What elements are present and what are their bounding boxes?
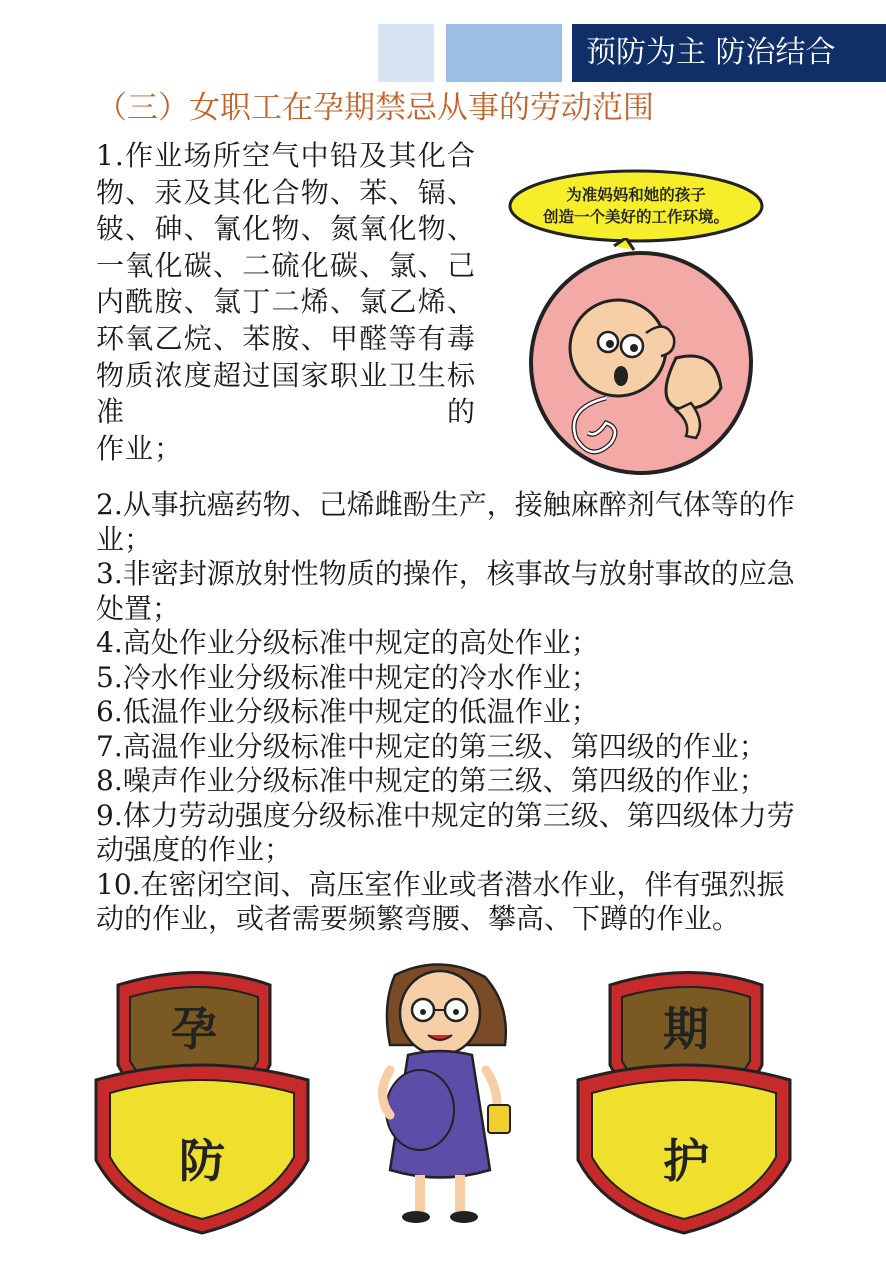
list-item-6: 6.低温作业分级标准中规定的低温作业； xyxy=(96,695,599,728)
speech-bubble-line-2: 创造一个美好的工作环境。 xyxy=(542,208,729,226)
list-item-9: 9.体力劳动强度分级标准中规定的第三级、第四级体力劳动强度的作业； xyxy=(96,798,795,866)
list-item-1-main: 1.作业场所空气中铅及其化合物、汞及其化合物、苯、镉、铍、砷、氰化物、氮氧化物、一氧化碳、二硫化碳、氯、己内酰胺、氯丁二烯、氯乙烯、环氧乙烷、苯胺、甲醛等有毒物质浓度超过国家职业卫生标准的 xyxy=(96,139,476,429)
header-banner: 预防为主 防治结合 xyxy=(572,24,886,82)
fetus-illustration xyxy=(526,238,756,478)
list-item-3: 3.非密封源放射性物质的操作，核事故与放射事故的应急处置； xyxy=(96,557,795,625)
list-item-1 xyxy=(96,138,476,467)
header-accent-light xyxy=(378,24,434,82)
shield-char-yun: 孕 xyxy=(171,1002,217,1056)
list-item-7: 7.高温作业分级标准中规定的第三级、第四级的作业； xyxy=(96,729,767,763)
list-item-2: 2.从事抗癌药物、己烯雌酚生产，接触麻醉剂气体等的作业； xyxy=(96,488,795,556)
shield-char-qi: 期 xyxy=(663,1002,709,1056)
bubble-tail xyxy=(614,238,634,250)
pregnant-woman-figure xyxy=(383,964,511,1223)
shield-char-fang: 防 xyxy=(179,1134,225,1188)
shield-char-hu: 护 xyxy=(663,1134,709,1188)
speech-bubble-text xyxy=(507,184,765,228)
list-item-5: 5.冷水作业分级标准中规定的冷水作业； xyxy=(96,660,599,694)
list-item-1-end: 作业； xyxy=(96,431,184,465)
section-title: （三）女职工在孕期禁忌从事的劳动范围 xyxy=(96,90,654,126)
list-item-10: 10.在密闭空间、高压室作业或者潜水作业，伴有强烈振动的作业，或者需要频繁弯腰、攀高、下蹲的作业。 xyxy=(96,867,785,935)
restricted-work-list xyxy=(96,488,804,937)
shields-illustration xyxy=(90,935,796,1235)
list-item-4: 4.高处作业分级标准中规定的高处作业； xyxy=(96,626,599,659)
speech-bubble-line-1: 为准妈妈和她的孩子 xyxy=(566,186,706,204)
baby-mouth xyxy=(614,366,628,386)
list-item-8: 8.噪声作业分级标准中规定的第三级、第四级的作业； xyxy=(96,764,767,797)
header-accent-mid xyxy=(446,24,562,82)
